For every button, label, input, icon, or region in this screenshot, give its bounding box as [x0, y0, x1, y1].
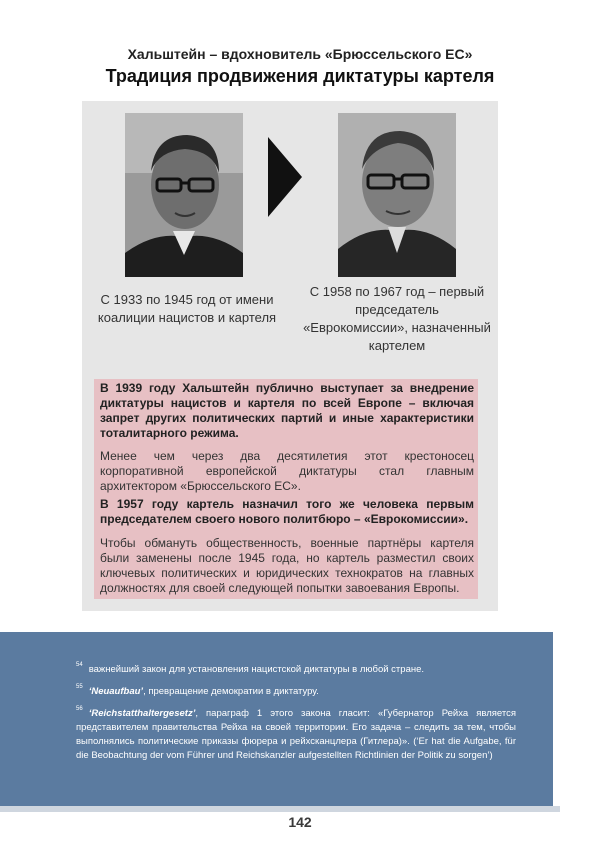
paragraph-deception: Чтобы обмануть общественность, военные партнёры картеля были заменены после 1945 года, но картель разместил своих ключевых политических и юридических технократов на главных должностях для своей следующей попытки завоевания Европы.: [100, 536, 474, 595]
caption-left: С 1933 по 1945 год от имени коалиции нацистов и картеля: [97, 292, 277, 325]
content-panel: [82, 101, 498, 611]
paragraph-1939: В 1939 году Хальштейн публично выступает за внедрение диктатуры нацистов и картеля по всей Европе – включая запрет других политических партий и иные характеристики тоталитарного режима.: [100, 381, 474, 440]
footnote-text: важнейший закон для установления нацистской диктатуры в любой стране.: [88, 664, 425, 676]
footnote-number: 56: [76, 706, 83, 712]
highlight-box: [94, 379, 478, 599]
footnotes-block: [0, 632, 553, 806]
footnote-number: 54: [76, 662, 83, 668]
arrow-right-icon: [268, 137, 302, 217]
page-number: 142: [288, 814, 312, 830]
footnote-55: [76, 682, 516, 699]
caption-right: С 1958 по 1967 год – первый председатель «Еврокомиссии», назначенный картелем: [303, 284, 491, 353]
paragraph-architect: Менее чем через два десятилетия этот крестоносец корпоративной европейской диктатуры стал главным архитектором «Брюссельского ЕС».: [100, 449, 474, 493]
portrait-1930s: [125, 113, 243, 277]
footnote-term: ‘Neuaufbau’: [88, 686, 144, 698]
page-subtitle: Хальштейн – вдохновитель «Брюссельского ЕС»: [127, 46, 473, 62]
footnote-text: , превращение демократии в диктатуру.: [143, 686, 319, 698]
portrait-1960s: [338, 113, 456, 277]
footer-shadow: [0, 806, 560, 812]
footnote-number: 55: [76, 684, 83, 690]
page-title: Традиция продвижения диктатуры картеля: [105, 66, 495, 86]
footnote-54: [76, 660, 516, 677]
footnote-term: ‘Reichstatthaltergesetz’: [88, 708, 196, 720]
footnote-56: [76, 704, 516, 763]
footnote-text: , параграф 1 этого закона гласит: «Губернатор Рейха является представителем правительства Рейха на своей территории. Его задача – следить за тем, чтобы выполнялись политические приказы фюрера и рейхсканцлера (Гитлера)». (‘Er hat die Aufgabe, für die Beobachtung der vom Führer und Reichskanzler aufgestellten Richtlinien der Politik zu sorgen’): [76, 708, 516, 762]
paragraph-1957: В 1957 году картель назначил того же человека первым председателем своего нового политбюро – «Еврокомиссии».: [100, 497, 474, 526]
